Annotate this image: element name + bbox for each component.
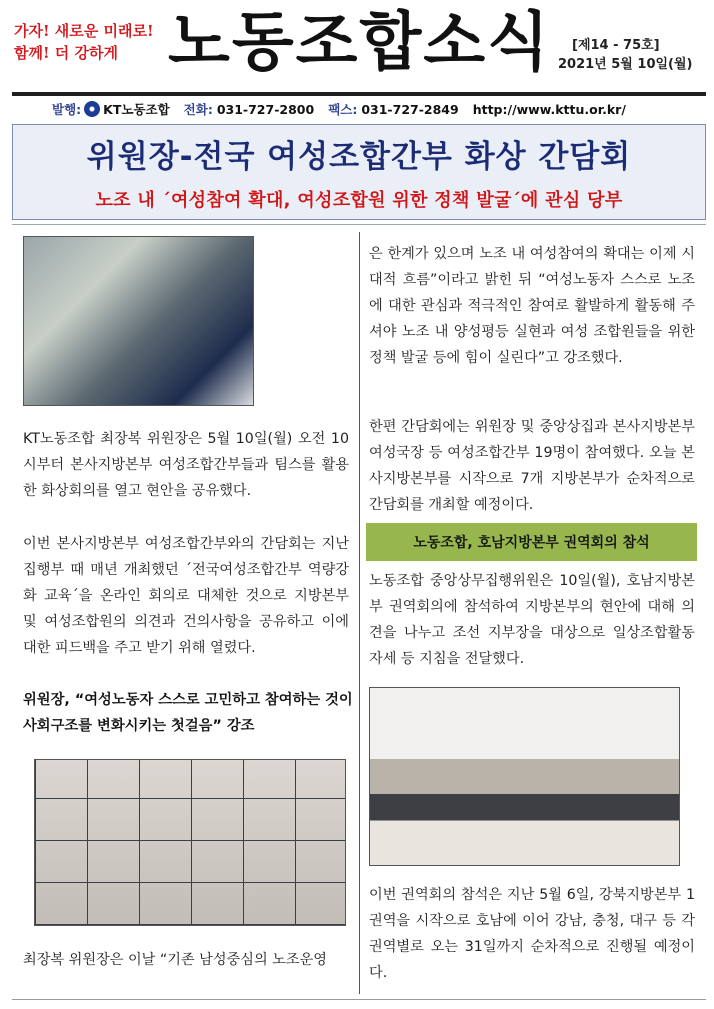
kt-union-logo-icon xyxy=(84,101,100,117)
slogan xyxy=(14,20,154,64)
regional-meeting-photo xyxy=(369,687,680,866)
left-paragraph-2: 이번 본사지방본부 여성조합간부와의 간담회는 지난 집행부 때 매년 개최했던 ´전국여성조합간부 역량강화 교육´을 온라인 회의로 대체한 것으로 지방본부 및 여성조합원의 의견과 건의사항을 공유하고 이에 대한 피드백을 주고 받기 위해 열렸다. xyxy=(23,536,349,656)
phone-label: 전화: xyxy=(183,102,213,117)
phone: 031-727-2800 xyxy=(216,101,315,117)
footer-divider xyxy=(12,999,706,1000)
column-divider xyxy=(359,232,360,994)
article-subtitle: 노조 내 ´여성참여 확대, 여성조합원 위한 정책 발굴´에 관심 당부 xyxy=(95,190,623,211)
left-paragraph-3: 최장복 위원장은 이날 “기존 남성중심의 노조운영 xyxy=(23,952,328,968)
sidebar-paragraph-2: 이번 권역회의 참석은 지난 5월 6일, 강북지방본부 1권역을 시작으로 호남에 이어 강남, 충청, 대구 등 각 권역별로 오는 31일까지 순차적으로 진행될 예정이다. xyxy=(369,887,695,981)
left-paragraph-1: KT노동조합 최장복 위원장은 5월 10일(월) 오전 10시부터 본사지방본부 여성조합간부들과 팀스를 활용한 화상회의를 열고 현안을 공유했다. xyxy=(23,431,349,499)
issue-date: 2021년 5월 10일(월) xyxy=(558,57,693,72)
right-paragraph-2: 한편 간담회에는 위원장 및 중앙상집과 본사지방본부 여성국장 등 여성조합간부 19명이 참여했다. 오늘 본사지방본부를 시작으로 7개 지방본부가 순차적으로 간담회를 개최할 예정이다. xyxy=(369,419,695,513)
quote-heading: 위원장, “여성노동자 스스로 고민하고 참여하는 것이 사회구조를 변화시키는 첫걸음” 강조 xyxy=(23,692,353,734)
website-link[interactable]: http://www.kttu.or.kr/ xyxy=(472,101,626,117)
fax-label: 팩스: xyxy=(328,102,358,117)
publisher: KT노동조합 xyxy=(103,102,170,117)
sidebar-paragraph-1: 노동조합 중앙상무집행위원은 10일(월), 호남지방본부 권역회의에 참석하여 지방본부의 현안에 대해 의견을 나누고 조선 지부장을 대상으로 일상조합활동 자세 등 지침을 전달했다. xyxy=(369,573,695,667)
video-conference-grid-photo xyxy=(34,759,346,926)
issue-info xyxy=(558,36,708,74)
masthead: 노동조합소식 xyxy=(168,6,551,80)
slogan-line-2: 함께! 더 강하게 xyxy=(14,44,118,62)
publisher-label: 발행: xyxy=(52,102,82,117)
fax[interactable]: 031-727-2849 xyxy=(361,101,459,117)
contact-bar xyxy=(12,98,706,120)
right-paragraph-1: 은 한계가 있으며 노조 내 여성참여의 확대는 이제 시대적 흐름”이라고 밝힌 뒤 “여성노동자 스스로 노조에 대한 관심과 적극적인 참여로 활발하게 활동해 주셔야 노조 내 양성평등 실현과 여성 조합원들을 위한 정책 발굴 등에 힘이 실린다”고 강조했다. xyxy=(369,246,695,366)
slogan-line-1: 가자! 새로운 미래로! xyxy=(14,22,154,40)
header-divider xyxy=(12,92,706,96)
sidebar-heading: 노동조합, 호남지방본부 권역회의 참석 xyxy=(366,523,697,561)
article-title: 위원장-전국 여성조합간부 화상 간담회 xyxy=(86,139,632,175)
issue-number: [제14 - 75호] xyxy=(572,38,660,53)
chairman-video-call-photo xyxy=(23,236,254,406)
